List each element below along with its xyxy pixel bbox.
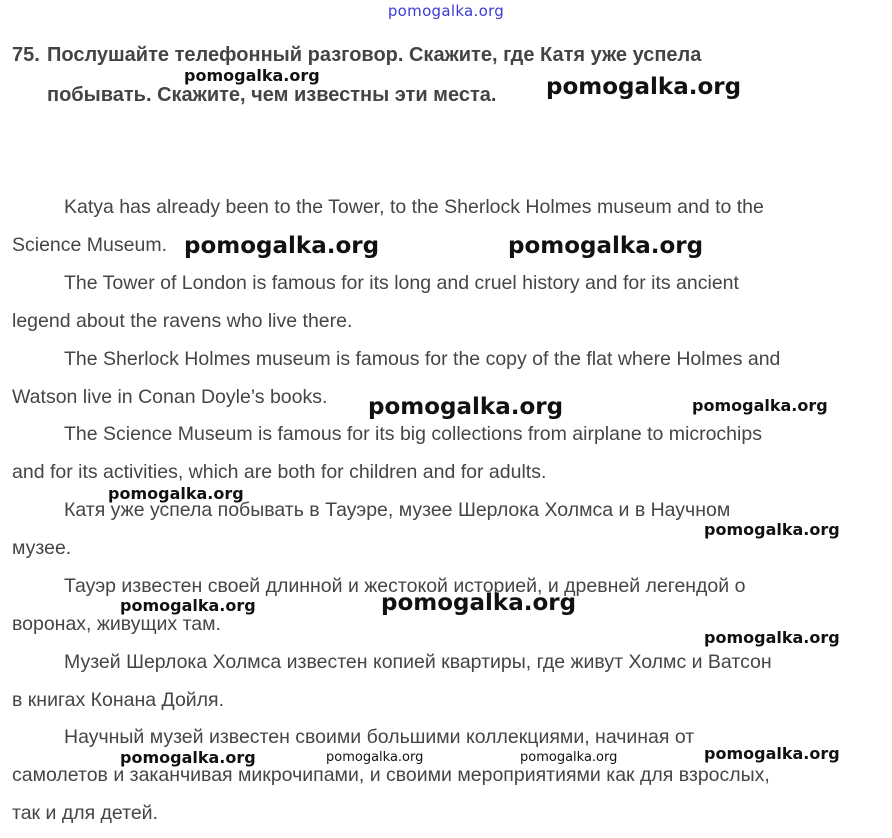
watermark: pomogalka.org [704,744,840,763]
watermark: pomogalka.org [546,74,742,100]
paragraph-line: музее. [12,537,72,559]
watermark: pomogalka.org [704,520,840,539]
task-instruction-line-2: побывать. Скажите, чем известны эти места. [47,84,497,106]
paragraph-line: в книгах Конана Дойля. [12,689,225,711]
watermark: pomogalka.org [326,750,424,765]
watermark: pomogalka.org [108,484,244,503]
task-number: 75. [12,44,40,66]
watermark: pomogalka.org [381,590,577,616]
paragraph-line: Катя уже успела побывать в Тауэре, музее Шерлока Холмса и в Научном [64,499,731,521]
watermark: pomogalka.org [704,628,840,647]
paragraph-line: The Sherlock Holmes museum is famous for the copy of the flat where Holmes and [64,348,781,370]
answer-paragraph-en-1 [12,188,869,264]
watermark: pomogalka.org [184,233,380,259]
answer-paragraph-en-4 [12,415,869,491]
paragraph-line: самолетов и заканчивая микрочипами, и своими мероприятиями как для взрослых, [12,764,770,786]
paragraph-line: and for its activities, which are both for children and for adults. [12,461,547,483]
paragraph-line: воронах, живущих там. [12,613,221,635]
paragraph-line: Science Museum. [12,234,167,256]
watermark: pomogalka.org [508,233,704,259]
paragraph-line: Katya has already been to the Tower, to the Sherlock Holmes museum and to the [64,196,764,218]
watermark: pomogalka.org [520,750,618,765]
paragraph-line: Научный музей известен своими большими коллекциями, начиная от [64,726,695,748]
watermark: pomogalka.org [120,748,256,767]
answer-paragraph-en-2 [12,264,869,340]
site-header-link[interactable]: pomogalka.org [387,2,505,20]
watermark: pomogalka.org [184,66,320,85]
answer-paragraph-ru-3 [12,643,869,719]
paragraph-line: legend about the ravens who live there. [12,310,353,332]
answer-paragraph-ru-4 [12,718,869,832]
watermark: pomogalka.org [120,596,256,615]
paragraph-line: так и для детей. [12,802,158,824]
paragraph-line: Watson live in Conan Doyle’s books. [12,386,328,408]
watermark: pomogalka.org [692,396,828,415]
paragraph-line: The Science Museum is famous for its big collections from airplane to microchips [64,423,762,445]
paragraph-line: Тауэр известен своей длинной и жестокой историей, и древней легендой о [64,575,746,597]
task-instruction-line-1: Послушайте телефонный разговор. Скажите, где Катя уже успела [47,44,702,66]
watermark: pomogalka.org [368,394,564,420]
paragraph-line: The Tower of London is famous for its long and cruel history and for its ancient [64,272,739,294]
paragraph-line: Музей Шерлока Холмса известен копией квартиры, где живут Холмс и Ватсон [64,651,772,673]
